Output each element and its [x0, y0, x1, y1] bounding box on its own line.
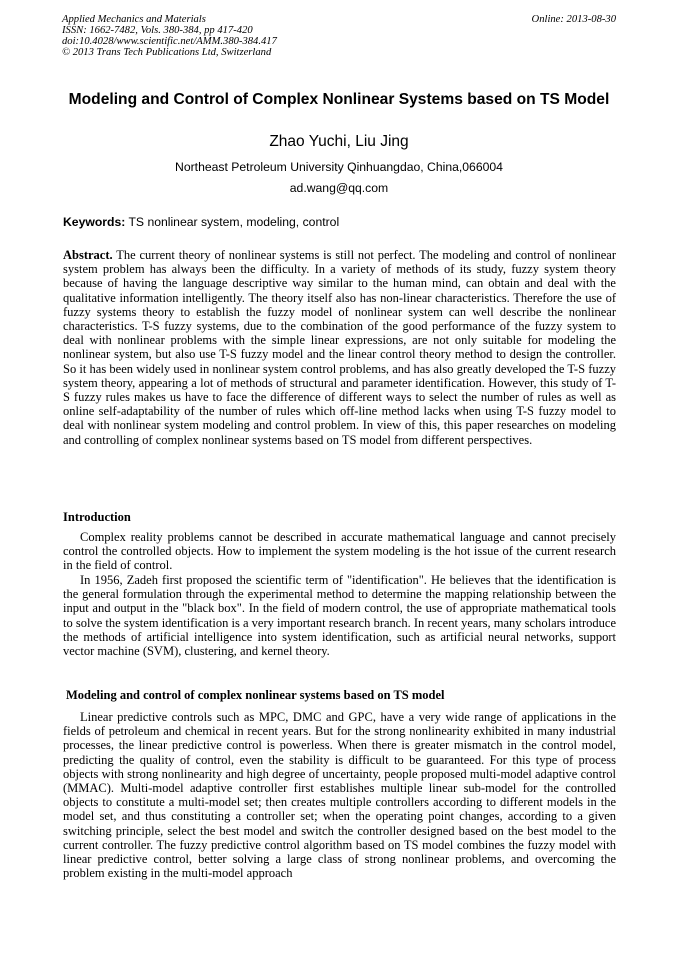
paper-affiliation: Northeast Petroleum University Qinhuangdao, China,066004 [175, 160, 503, 174]
author-email: ad.wang@qq.com [289, 181, 389, 195]
issn-line: ISSN: 1662-7482, Vols. 380-384, pp 417-420 [62, 25, 253, 36]
paper-title: Modeling and Control of Complex Nonlinear Systems based on TS Model [68, 91, 610, 108]
doi-line: doi:10.4028/www.scientific.net/AMM.380-384.417 [62, 36, 277, 47]
keywords [63, 215, 339, 229]
abstract-label: Abstract. [63, 248, 113, 262]
abstract [63, 248, 616, 447]
online-date: Online: 2013-08-30 [531, 14, 616, 25]
modeling-paragraph-1: Linear predictive controls such as MPC, DMC and GPC, have a very wide range of applications in the fields of petroleum and chemical in recent years. But for the strong nonlinearity exhibited in many industrial processes, the linear predictive control is powerless. When there is greater mismatch in the control model, predicting the quality of control, even the stability is difficult to be guaranteed. For this type of process objects with strong nonlinearity and high degree of uncertainty, people proposed multi-model adaptive control (MMAC). Multi-model adaptive controller first establishes multiple linear sub-model for the controlled objects to constitute a multi-model set; then creates multiple controllers according to different models in the model set, and thus constituting a controller set; when the operating point changes, according to a given switching principle, select the best model and switch the controller designed based on the best model to the current controller. The fuzzy predictive control algorithm based on TS model combines the fuzzy model with linear predictive control, better solving a large class of strong nonlinear problems, and overcoming the problem existing in the multi-model approach [63, 710, 616, 881]
abstract-text: The current theory of nonlinear systems is still not perfect. The modeling and control of nonlinear system problem has always been the difficulty. In a variety of methods of its study, fuzzy system theory because of having the language descriptive way similar to the human mind, can obtain and deal with the qualitative information intelligently. The theory itself also has non-linear characteristics. Therefore the use of fuzzy systems theory to establish the fuzzy model of nonlinear system can well describe the nonlinear characteristics. T-S fuzzy systems, due to the combination of the good performance of the fuzzy system to deal with nonlinear problems with the simple linear expressions, are not only suitable for modeling the nonlinear system, but also use T-S fuzzy model and the linear control theory method to design the controller. So it has been widely used in nonlinear system control problems, and has also greatly developed the T-S fuzzy system theory, appearing a lot of methods of structural and parameter identification. However, this study of T-S fuzzy rules makes us have to face the difference of different ways to select the number of rules as well as online self-adaptability of the number of rules which off-line method lacks when using T-S fuzzy model to deal with nonlinear system modeling and control problem. In view of this, this paper researches on modeling and controlling of complex nonlinear systems based on TS model from different perspectives. [63, 248, 616, 447]
paper-authors: Zhao Yuchi, Liu Jing [269, 133, 409, 150]
introduction-paragraph-1: Complex reality problems cannot be described in accurate mathematical language and cannot precisely control the controlled objects. How to implement the system modeling is the hot issue of the current research in the field of control. [63, 530, 616, 573]
keywords-text: TS nonlinear system, modeling, control [125, 215, 340, 229]
journal-name: Applied Mechanics and Materials [62, 14, 206, 25]
copyright-line: © 2013 Trans Tech Publications Ltd, Switzerland [62, 47, 272, 58]
keywords-label: Keywords: [63, 215, 126, 229]
section-heading-introduction: Introduction [63, 510, 131, 524]
introduction-paragraph-2: In 1956, Zadeh first proposed the scientific term of "identification". He believes that the identification is the general formulation through the experimental method to determine the mapping relationship between the input and output in the "black box". In the field of modern control, the use of appropriate mathematical tools to solve the system identification is a very important research branch. In recent years, many scholars introduce the methods of artificial intelligence into system identification, such as artificial neural networks, support vector machine (SVM), clustering, and kernel theory. [63, 573, 616, 659]
journal-header [62, 14, 277, 58]
section-heading-modeling: Modeling and control of complex nonlinear systems based on TS model [66, 688, 445, 702]
